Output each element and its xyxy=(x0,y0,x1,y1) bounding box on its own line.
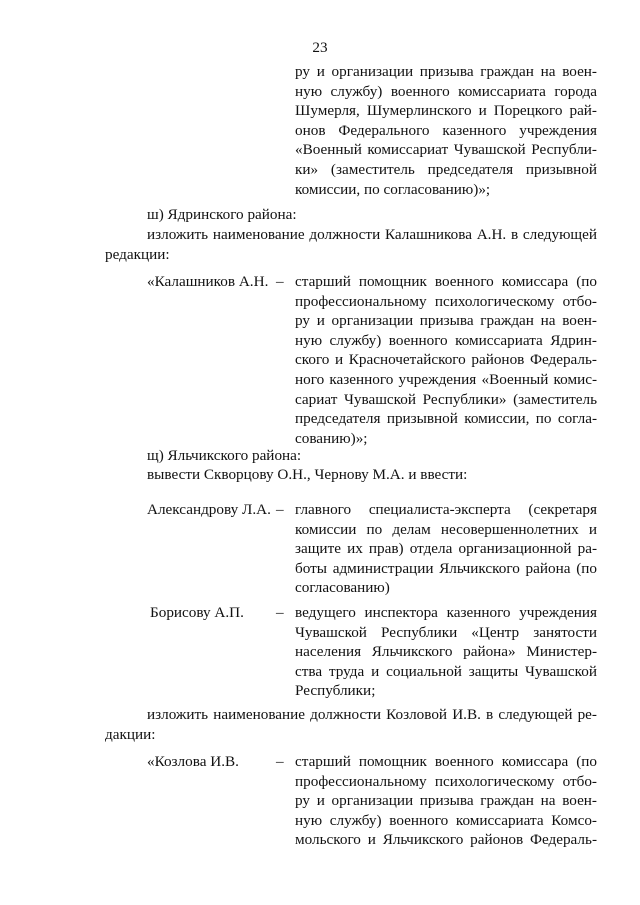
continuation-text xyxy=(295,62,597,199)
entry-name: Александрову Л.А. xyxy=(147,501,271,518)
instruction-replace: вывести Скворцову О.Н., Чернову М.А. и ввести: xyxy=(147,466,468,483)
entry-description xyxy=(295,500,597,598)
instruction-kalashnikov xyxy=(105,225,597,264)
text-line: изложить наименование должности Калашникова А.Н. в следующей xyxy=(147,226,597,243)
section-heading-yalchiksky: щ) Яльчикского района: xyxy=(147,447,302,464)
text-line: онов Федерального казенного учреждения xyxy=(295,121,597,139)
section-heading-yadrinsky: ш) Ядринского района: xyxy=(147,206,297,223)
text-line: Республики; xyxy=(295,682,376,700)
text-line: комиссии по делам несовершеннолетних и xyxy=(295,520,597,538)
text-line: согласованию) xyxy=(295,579,390,597)
text-line: изложить наименование должности Козловой И.В. в следующей ре- xyxy=(147,706,597,723)
text-line: сариат Чувашской Республики» (заместитель xyxy=(295,390,597,408)
text-line: главного специалиста-эксперта (секретаря xyxy=(295,501,597,518)
text-line: ки» (заместитель председателя призывной xyxy=(295,160,597,178)
entry-description xyxy=(295,272,597,448)
entry-dash: – xyxy=(276,753,284,770)
text-line: сованию)»; xyxy=(295,429,368,447)
entry-dash: – xyxy=(276,273,284,290)
text-line: ру и организации призыва граждан на воен- xyxy=(295,792,597,810)
text-line: ведущего инспектора казенного учреждения xyxy=(295,604,597,621)
text-line: боты администрации Яльчикского района (по xyxy=(295,559,597,577)
entry-name: «Козлова И.В. xyxy=(147,753,239,770)
text-line: ру и организации призыва граждан на воен- xyxy=(295,63,597,80)
text-line: защите их прав) отдела организационной ра- xyxy=(295,540,597,558)
text-line: ную службу) военного комиссариата города xyxy=(295,82,597,100)
text-line: ского и Красночетайского районов Федераль- xyxy=(295,351,597,369)
text-line: председателя призывной комиссии, по согла- xyxy=(295,410,597,428)
text-line: ства труда и социальной защиты Чувашской xyxy=(295,662,597,680)
text-line: ного казенного учреждения «Военный комис- xyxy=(295,370,597,388)
text-line: ную службу) военного комиссариата Комсо- xyxy=(295,811,597,829)
instruction-kozlova xyxy=(105,705,597,744)
entry-description xyxy=(295,752,597,850)
text-line: ную службу) военного комиссариата Ядрин- xyxy=(295,331,597,349)
text-line: ру и организации призыва граждан на воен- xyxy=(295,312,597,330)
text-line: комиссии, по согласованию)»; xyxy=(295,180,491,198)
text-line: дакции: xyxy=(105,725,156,743)
text-line: профессиональному психологическому отбо- xyxy=(295,772,597,790)
text-line: редакции: xyxy=(105,245,170,263)
text-line: профессиональному психологическому отбо- xyxy=(295,292,597,310)
entry-dash: – xyxy=(276,501,284,518)
entry-dash: – xyxy=(276,604,284,621)
text-line: Чувашской Республики «Центр занятости xyxy=(295,623,597,641)
text-line: «Военный комиссариат Чувашской Республи- xyxy=(295,141,597,159)
text-line: мольского и Яльчикского районов Федераль- xyxy=(295,831,597,849)
page-number: 23 xyxy=(312,39,328,56)
entry-name: «Калашников А.Н. xyxy=(147,273,269,290)
text-line: старший помощник военного комиссара (по xyxy=(295,273,597,290)
text-line: Шумерля, Шумерлинского и Порецкого рай- xyxy=(295,102,597,120)
entry-name: Борисову А.П. xyxy=(150,604,244,621)
entry-description xyxy=(295,603,597,701)
text-line: старший помощник военного комиссара (по xyxy=(295,753,597,770)
text-line: населения Яльчикского района» Министер- xyxy=(295,643,597,661)
